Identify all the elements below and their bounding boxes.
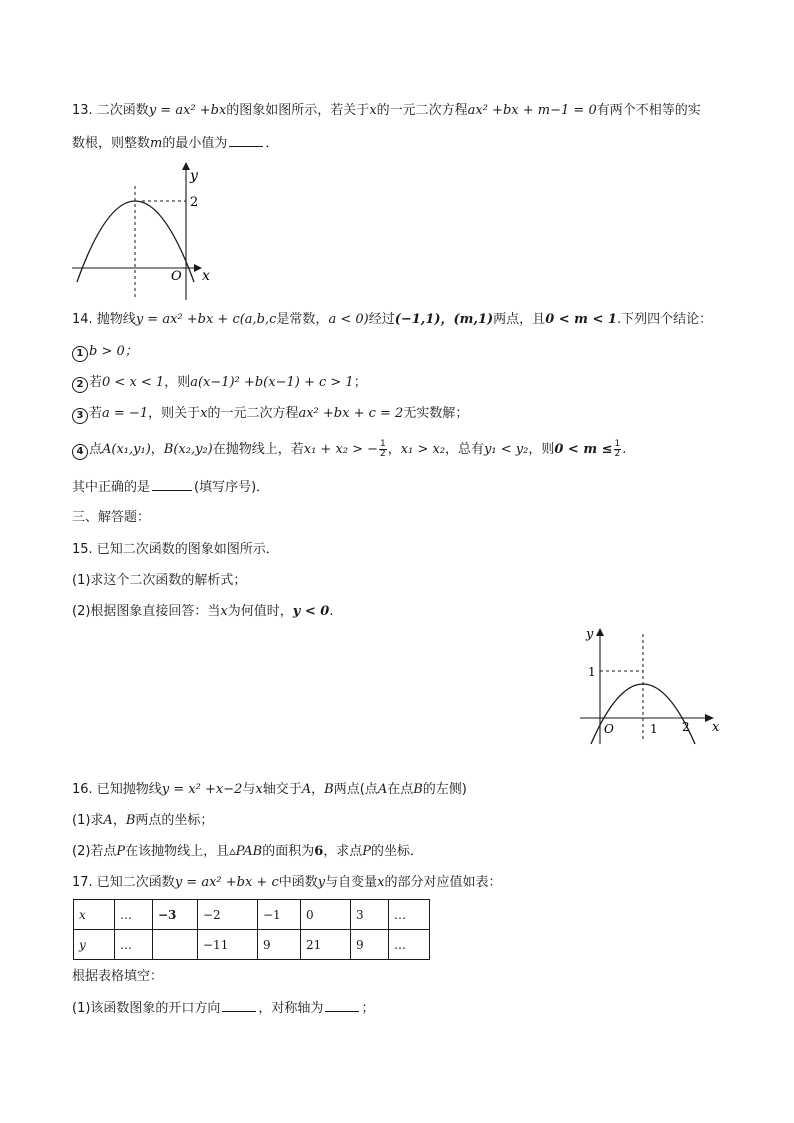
table-cell: 3	[351, 900, 389, 930]
answer-blank	[325, 999, 359, 1012]
q14-stem: 14. 抛物线y = ax² +bx + c(a,b,c是常数，a < 0)经过(−1,1)，(m,1)两点，且0 < m < 1.下列四个结论：	[72, 312, 713, 327]
table-cell: 9	[351, 930, 389, 960]
answer-blank	[222, 999, 256, 1012]
q14-statement-3: 3 若a = −1，则关于x的一元二次方程ax² +bx + c = 2无实数解；	[72, 405, 468, 424]
q13-line1: 13. 二次函数y = ax² +bx的图象如图所示，若关于x的一元二次方程ax² +bx + m−1 = 0有两个不相等的实	[72, 103, 701, 118]
table-cell: 9	[258, 930, 301, 960]
table-cell: 21	[301, 930, 351, 960]
table-row	[74, 930, 430, 960]
q16-part1: (1)求A，B两点的坐标；	[72, 813, 214, 828]
q15-part2: (2)根据图象直接回答：当x为何值时，y < 0.	[72, 604, 334, 619]
q13-graph	[70, 160, 220, 302]
table-cell: −1	[258, 900, 301, 930]
q15-label-1x: 1	[650, 722, 658, 736]
q15-label-2x: 2	[682, 720, 690, 734]
q15-y-label: y	[586, 627, 594, 642]
q14-statement-1: 1 b > 0；	[72, 343, 138, 362]
q14-answer: 其中正确的是 (填写序号)．	[72, 480, 270, 495]
table-cell: 0	[301, 900, 351, 930]
table-cell: −2	[198, 900, 258, 930]
table-cell: y	[74, 930, 115, 960]
table-cell: x	[74, 900, 115, 930]
table-cell: …	[115, 900, 153, 930]
q17-stem: 17. 已知二次函数y = ax² +bx + c中函数y与自变量x的部分对应值如表：	[72, 875, 502, 890]
table-cell	[153, 930, 198, 960]
table-cell: −3	[153, 900, 198, 930]
q15-x-label: x	[712, 720, 720, 735]
answer-blank	[152, 478, 192, 491]
value-table	[73, 899, 430, 960]
q16-part2: (2)若点P在该抛物线上，且▵PAB的面积为6，求点P的坐标．	[72, 844, 424, 859]
q15-label-1y: 1	[588, 665, 596, 679]
q14-statement-2: 2 若0 < x < 1，则a(x−1)² +b(x−1) + c > 1；	[72, 374, 367, 393]
table-cell: …	[389, 900, 430, 930]
q13-line2: 数根，则整数m的最小值为 ．	[72, 136, 279, 151]
answer-blank	[229, 134, 263, 147]
table-cell: −11	[198, 930, 258, 960]
table-cell: …	[115, 930, 153, 960]
table-cell: …	[389, 930, 430, 960]
q16-stem: 16. 已知抛物线y = x² +x−2与x轴交于A，B两点(点A在点B的左侧)	[72, 782, 467, 797]
q15-stem: 15. 已知二次函数的图象如图所示．	[72, 542, 279, 557]
q13-y-label: y	[190, 168, 198, 184]
q13-x-label: x	[202, 268, 210, 284]
q13-label-2: 2	[190, 195, 199, 210]
q15-graph	[580, 622, 722, 746]
section-heading: 三、解答题：	[72, 510, 151, 525]
q13-origin-label: O	[171, 269, 182, 284]
q14-statement-4: 4 点A(x₁,y₁)，B(x₂,y₂)在抛物线上，若x₁ + x₂ > − $\frac{1}{2}$ ，x₁ > x₂，总有y₁ < y₂，则0 < m ≤ $\frac{1}{2}$ .	[72, 440, 626, 460]
q15-part1: (1)求这个二次函数的解析式；	[72, 573, 247, 588]
table-row	[74, 900, 430, 930]
q17-fill-prompt: 根据表格填空：	[72, 969, 164, 984]
q17-part1: (1)该函数图象的开口方向 ，对称轴为 ；	[72, 1001, 375, 1016]
q15-origin-label: O	[604, 722, 614, 736]
